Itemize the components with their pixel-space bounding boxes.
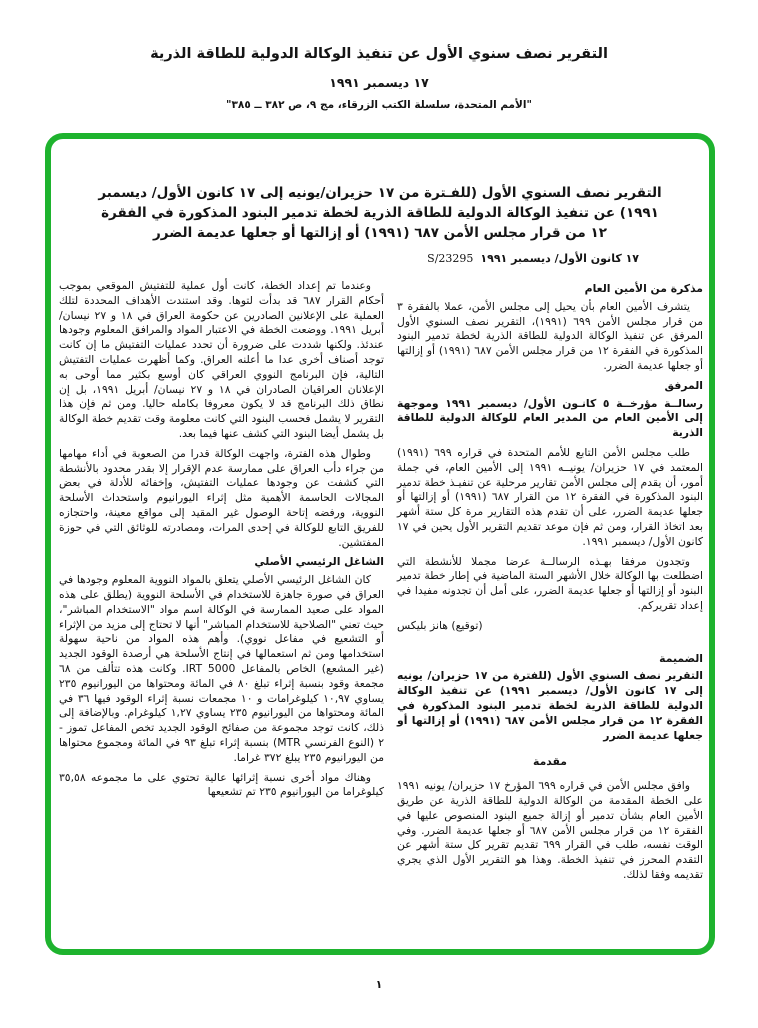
document-symbol: S/23295 [427,252,474,265]
document-symbol-line [59,252,703,265]
document-frame [45,133,715,955]
heading-enclosure: الضميمة [659,651,703,665]
report-title: التقرير نصف سنوي الأول عن تنفيذ الوكالة الدولية للطاقة الذرية [150,46,608,62]
page-header [0,44,758,111]
paragraph-difficulties: وطوال هذه الفترة، واجهت الوكالة قدرا من الصعوبة في أداء مهامها من جراء دأب العراق على ممارسة عدم الإقرار إلا بقدر محدود بالأنشطة التي كشفت عن وجودها عمليات التفتيش، وإخفائه للأدلة في بعض المجالات الحاسمة الأهمية مثل إثراء اليورانيوم واستحداث الأسلحة النووية، ورفضه إتاحة الوصول غير المقيد إلى مواقع معينة، واحتجازه للفريق التابع للوكالة في إحدى المرات، ومصادرته للوثائق التي في حوزة المفتشين. [59,446,384,549]
heading-introduction: مقدمة [533,755,567,769]
source-citation: "الأمم المتحدة، سلسلة الكتب الزرقاء، مج ٩، ص ٣٨٢ ــ ٣٨٥" [226,99,532,111]
paragraph-note-body: يتشرف الأمين العام بأن يحيل إلى مجلس الأمن، عملا بالفقرة ٣ من قرار مجلس الأمن ٦٩٩ (١٩٩١)، التقرير نصف السنوي الأول المرفق عن تنفيذ الوكالة الدولية للطاقة الذرية لخطة تدمير البنود المذكورة في الفقرة ١٢ من قرار مجلس الأمن ٦٨٧ (١٩٩١) أو إزالتها أو جعلها عديمة الضرر. [397,299,703,372]
column-right [397,279,703,888]
paragraph-introduction: وافق مجلس الأمن في قراره ٦٩٩ المؤرخ ١٧ حزيران/ يونيه ١٩٩١ على الخطة المقدمة من الوكالة الدولية للطاقة الذرية عن طريق الأمين العام بشأن تدمير أو إزالة جميع البنود المنصوص عليها في الفقرة ١٢ من قرار مجلس الأمن ٦٨٧ أو جعلها عديمة الضرر. وفي الوقت نفسه، طلب في القرار ٦٩٩ تقديم تقرير كل ستة أشهر عن التقدم المحرز في تنفيذ الخطة. وهذا هو التقرير الأول الذي يجري تقديمه وفقا لذلك. [397,779,703,881]
document-content [51,139,709,949]
heading-annex: المرفق [664,378,703,392]
paragraph-other-materials: وهناك مواد أخرى نسبة إثرائها عالية تحتوي على ما مجموعه ٣٥,٥٨ كيلوغراما من اليورانيوم ٢٣٥ تم تشعيعها [59,770,384,799]
paragraph-letter-1: طلب مجلس الأمن التابع للأمم المتحدة في قراره ٦٩٩ (١٩٩١) المعتمد في ١٧ حزيران/ يونيــه ١٩٩١ إلى الأمين العام، في جملة أمور، أن يقدم إلى مجلس الأمن تقارير مرحلية عن تنفيـذ خطة تدمير البنود المذكورة في الفقرة ١٢ من القرار ٦٨٧ (١٩٩١) أو إزالتها أو جعلها عديمة الضرر، على أن تقدم هذه التقارير مرة كل ستة أشهر بعد اتخاذ القرار، ومن ثم فإن موعد تقديم التقرير الأول يحين في ١٧ كانون الأول/ ديسمبر ١٩٩١. [397,445,704,548]
page-number: ١ [375,978,383,991]
paragraph-plan-preparation: وعندما تم إعداد الخطة، كانت أول عملية للتفتيش الموقعي بموجب أحكام القرار ٦٨٧ قد بدأت لتوها. وقد استندت الأهداف المحددة لتلك العملية على الإعلانين الصادرين عن حكومة العراق في ١٨ و ٢٧ نيسان/ أبريل ١٩٩١. ووضعت الخطة في الاعتبار المواد والمرافق المعلوم وجودها عندئذ. ولكنها شددت على ضرورة أن تحدد عمليات التفتيش ما إن كانت توجد أصناف أخرى عدا ما أعلنه العراق. وكما أظهرت عمليات التفتيش التالية، فإن البرنامج النووي العراقي كان أوسع بكثير مما أوحى به الإعلانان العراقيان الصادران في ١٨ و ٢٧ نيسان/ أبريل ١٩٩١، بل إن نطاق ذلك البرنامج قد لا يكون معروفا بكامله حاليا. ومن ثم فإن هذا التقرير لا يشمل فحسب البنود التي كانت معلومة وقت تقديم خطة الوكالة بل يشمل أيضا البنود التي كشف عنها فيما بعد. [59,279,384,440]
heading-secretary-general-note: مذكرة من الأمين العام [584,282,703,295]
enclosure-title: التقرير نصف السنوي الأول (للفترة من ١٧ حزيران/ يونيه إلى ١٧ كانون الأول/ ديسمبر ١٩٩١) عن تنفيذ الوكالة الدولية للطاقة الذرية لخطة تدمير البنود المذكورة في الفقرة ١٢ من قرار مجلس الأمن ٦٨٧ (١٩٩١) أو إزالتها أو جعلها عديمة الضرر [397,669,703,742]
paragraph-letter-2: وتجدون مرفقا بهـذه الرسالــة عرضا مجملا للأنشطة التي اضطلعت بها الوكالة خلال الأشهر الستة الماضية في إطار خطة تدمير البنود أو إزالتها أو جعلها عديمة الضرر، على أمل أن تجدونه مفيدا في إعداد تقريركم. [397,554,703,612]
signature-line: (توقيع) هانز بليكس [397,618,483,632]
report-date: ١٧ ديسمبر ١٩٩١ [329,75,429,90]
document-title: التقرير نصف السنوي الأول (للفـترة من ١٧ حزيران/يونيه إلى ١٧ كانون الأول/ ديسمبر ١٩٩١) عن تنفيذ الوكالة الدولية للطاقة الذرية لخطة تدمير البنود المذكورة في الفقرة ١٢ من قرار مجلس الأمن ٦٨٧ (١٩٩١) أو إزالتها أو جعلها عديمة الضرر [98,185,662,241]
two-column-body [59,279,703,888]
heading-main-concern: الشاغل الرئيسي الأصلي [254,555,384,569]
paragraph-nuclear-materials: كان الشاغل الرئيسي الأصلي يتعلق بالمواد النووية المعلوم وجودها في العراق في صورة جاهزة للاستخدام في الأسلحة النووية (يطلق على هذه المواد على صعيد الممارسة في الوكالة اسم مواد "الاستخدام المباشر"، حيث تعني "الصلاحية للاستخدام المباشر" أنها لا تحتاج إلى مزيد من الإثراء أو التشعيع في مفاعل نووي). وأهم هذه المواد من ناحية سهولة استخدامها ومن ثم استعمالها في إنتاج الأسلحة هي أرصدة الوقود الجديد (غير المشعع) الخاص بالمفاعل IRT 5000. وكانت هذه تتألف من ٦٨ مجمعة وقود بنسبة إثراء تبلغ ٨٠ في المائة ومحتواها من اليورانيوم ٢٣٥ يساوي ١٠,٩٧ كيلوغرامات و ١٠ مجمعات نسبة إثراء الوقود فيها ٣٦ في المائة ومحتواها من اليورانيوم ٢٣٥ يساوي ١,٢٧ كيلوغرام. وبالإضافة إلى ذلك، كانت توجد مجموعة من صفائح الوقود الجديد تخص المفاعل تموز - ٢ (النوع الفرنسي MTR) بنسبة إثراء تبلغ ٩٣ في المائة ومجموع محتواها من اليورانيوم ٢٣٥ يبلغ ٣٧٢ غراما. [59,573,384,764]
column-left [59,279,384,805]
document-symbol-date: ١٧ كانون الأول/ ديسمبر ١٩٩١ [480,252,639,265]
heading-letter: رسالــة مؤرخــة ٥ كانـون الأول/ ديسمبر ١٩٩١ وموجهة إلى الأمين العام من المدير العام للوكالة الدولية للطاقة الذرية [397,396,703,440]
